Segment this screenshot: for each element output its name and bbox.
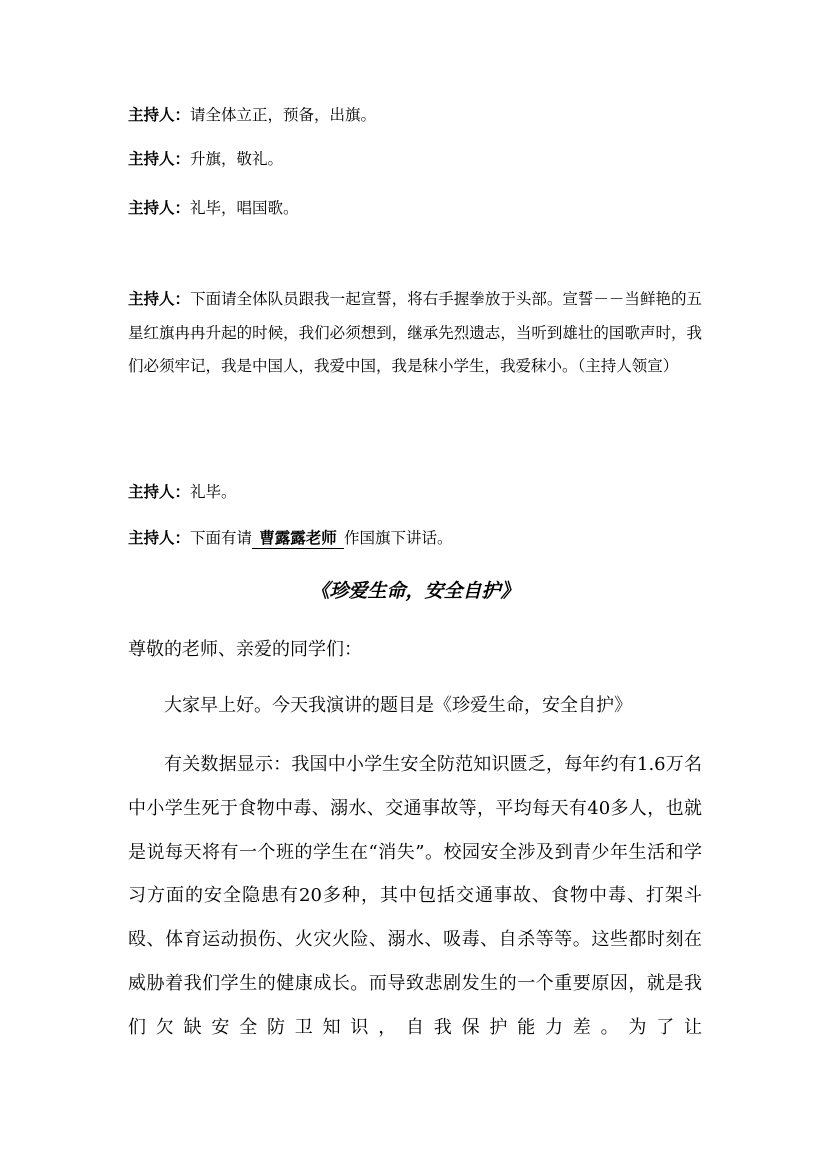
- host-line-invite: [128, 522, 708, 555]
- invite-suffix: 作国旗下讲话。: [344, 529, 453, 547]
- host-line-flag-ready: [128, 99, 708, 132]
- host-label: 主持人：: [128, 106, 191, 124]
- host-line-finish: [128, 476, 708, 509]
- host-text: 礼毕。: [190, 483, 237, 501]
- speech-paragraph-1: 大家早上好。今天我演讲的题目是《珍爱生命，安全自护》: [164, 695, 632, 716]
- host-label: 主持人：: [128, 529, 191, 547]
- host-label: 主持人：: [128, 199, 191, 217]
- invite-prefix: 下面有请: [190, 529, 253, 547]
- host-text: 升旗，敬礼。: [190, 150, 284, 168]
- speech-greeting: 尊敬的老师、亲爱的同学们：: [128, 639, 362, 660]
- host-line-pledge: [128, 283, 702, 384]
- host-line-anthem: [128, 192, 708, 225]
- host-text: 礼毕，唱国歌。: [190, 199, 299, 217]
- speech-paragraph-2: 有关数据显示：我国中小学生安全防范知识匮乏，每年约有1.6万名中小学生死于食物中毒、溺水、交通事故等，平均每天有40多人，也就是说每天将有一个班的学生在“消失”。校园安全涉及到青少年生活和学习方面的安全隐患有20多种，其中包括交通事故、食物中毒、打架斗殴、体育运动损伤、火灾火险、溺水、吸毒、自杀等等。这些都时刻在威胁着我们学生的健康成长。而导致悲剧发生的一个重要原因，就是我们欠缺安全防卫知识，自我保护能力差。为了让: [128, 754, 702, 1038]
- host-label: 主持人：: [128, 150, 191, 168]
- speaker-name-blank: 曹露露老师: [252, 528, 344, 549]
- host-text: 请全体立正，预备，出旗。: [190, 106, 377, 124]
- host-label: 主持人：: [128, 483, 191, 501]
- host-text: 下面请全体队员跟我一起宣誓，将右手握拳放于头部。宣誓－－当鲜艳的五星红旗冉冉升起的时候，我们必须想到，继承先烈遗志，当听到雄壮的国歌声时，我们必须牢记，我是中国人，我爱中国，我是秣小学生，我爱秣小。（主持人领宣）: [128, 290, 702, 375]
- host-label: 主持人：: [128, 290, 191, 308]
- host-line-raise-flag: [128, 143, 708, 176]
- speech-title: 《珍爱生命，安全自护》: [310, 580, 520, 602]
